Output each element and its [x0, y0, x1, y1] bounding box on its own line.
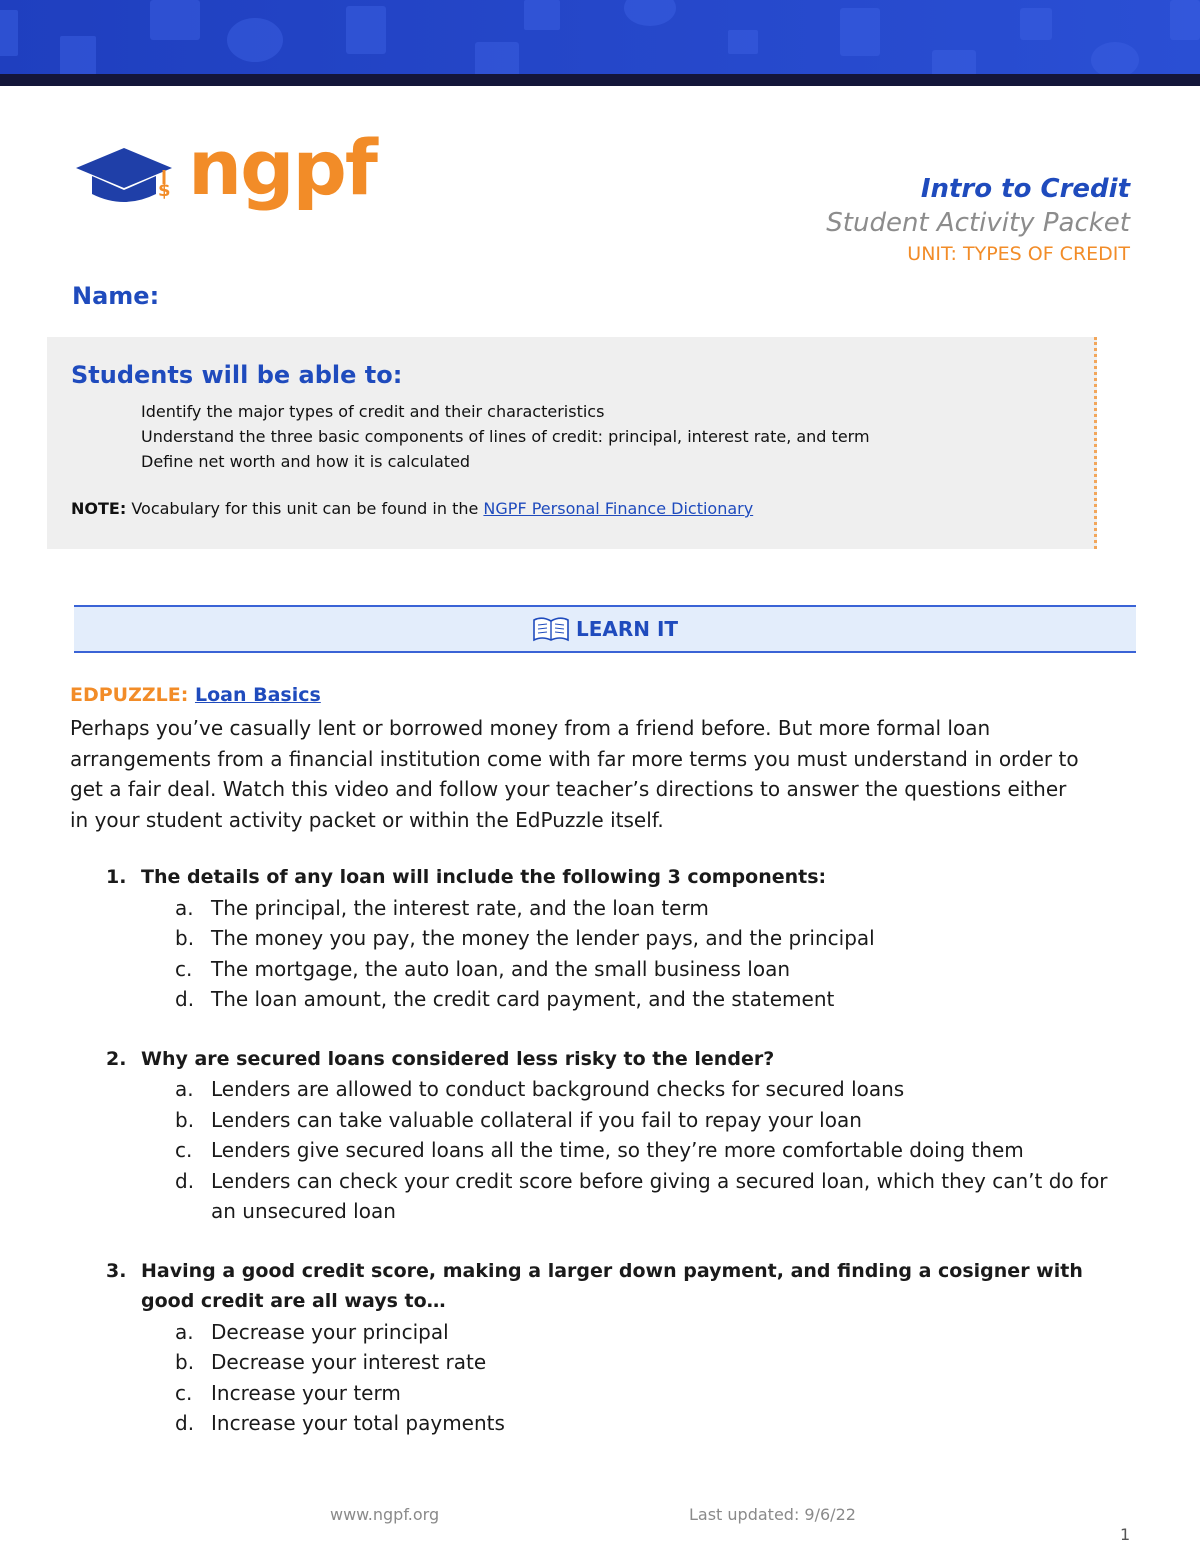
option-text: Increase your term — [211, 1380, 401, 1405]
objectives-heading: Students will be able to: — [71, 361, 403, 389]
activity-heading — [70, 684, 321, 706]
question-item — [70, 1256, 1130, 1439]
note-label: NOTE: — [71, 499, 127, 518]
option-letter: a. — [175, 1319, 194, 1344]
answer-option[interactable] — [70, 1347, 1130, 1378]
name-field-label: Name: — [72, 282, 160, 310]
objectives-box — [47, 337, 1097, 549]
objective-item: Define net worth and how it is calculated — [141, 452, 471, 471]
answer-option[interactable] — [70, 1408, 1130, 1439]
answer-option[interactable] — [70, 954, 1130, 985]
dictionary-link[interactable]: NGPF Personal Finance Dictionary — [483, 499, 754, 518]
question-list — [70, 862, 1130, 1468]
answer-options — [70, 1317, 1130, 1439]
ngpf-logo — [72, 123, 376, 220]
answer-option[interactable] — [70, 1074, 1130, 1105]
note-text: Vocabulary for this unit can be found in the — [126, 499, 484, 518]
answer-option[interactable] — [70, 984, 1130, 1015]
option-letter: d. — [175, 1168, 195, 1193]
section-label: LEARN IT — [575, 617, 679, 641]
option-letter: c. — [175, 956, 193, 981]
option-text: The mortgage, the auto loan, and the small business loan — [211, 956, 791, 981]
option-text: Decrease your principal — [211, 1319, 449, 1344]
answer-option[interactable] — [70, 1105, 1130, 1136]
answer-option[interactable] — [70, 1317, 1130, 1348]
banner-pattern — [0, 0, 1200, 80]
option-letter: b. — [175, 926, 195, 950]
option-text: Increase your total payments — [211, 1411, 505, 1435]
logo-wordmark: ngpf — [188, 123, 376, 212]
answer-option[interactable] — [70, 893, 1130, 924]
objective-item: Identify the major types of credit and their characteristics — [141, 402, 605, 421]
unit-label: UNIT: TYPES OF CREDIT — [907, 243, 1130, 265]
activity-intro: Perhaps you’ve casually lent or borrowed money from a friend before. But more formal loan arrangements from a financial institution come with far more terms you must understand in order to get a fair deal. Watch this video and follow your teacher’s directions to answer the questions either in your student activity packet or within the EdPuzzle itself. — [70, 716, 1079, 832]
vocabulary-note — [71, 499, 753, 518]
graduation-cap-icon — [72, 140, 188, 220]
banner-underline — [0, 74, 1200, 86]
option-letter: d. — [175, 1411, 195, 1435]
option-letter: c. — [175, 1138, 193, 1162]
activity-tag: EDPUZZLE: — [70, 684, 189, 706]
option-text: Lenders can check your credit score before giving a secured loan, which they can’t do for an unsecured loan — [211, 1168, 1108, 1223]
header-banner — [0, 0, 1200, 80]
option-letter: c. — [175, 1380, 193, 1405]
footer-last-updated: Last updated: 9/6/22 — [689, 1505, 856, 1524]
question-item — [70, 1044, 1130, 1227]
open-book-icon — [532, 616, 570, 642]
page-number: 1 — [1120, 1525, 1131, 1544]
question-number: 2. — [106, 1047, 127, 1070]
answer-options — [70, 893, 1130, 1015]
question-number: 3. — [106, 1259, 127, 1282]
answer-option[interactable] — [70, 1166, 1130, 1227]
svg-text:$: $ — [158, 180, 171, 201]
learn-it-section-bar — [74, 605, 1136, 653]
option-letter: a. — [175, 1077, 194, 1101]
document-title-block — [630, 172, 1130, 268]
objectives-list — [141, 399, 870, 474]
objective-item: Understand the three basic components of lines of credit: principal, interest rate, and term — [141, 427, 870, 446]
option-letter: d. — [175, 987, 195, 1011]
question-number: 1. — [106, 866, 127, 888]
document-title: Intro to Credit — [920, 174, 1130, 204]
option-letter: b. — [175, 1107, 195, 1132]
option-letter: b. — [175, 1350, 195, 1374]
option-text: Lenders can take valuable collateral if you fail to repay your loan — [211, 1107, 862, 1132]
option-text: Lenders are allowed to conduct background checks for secured loans — [211, 1077, 905, 1101]
answer-option[interactable] — [70, 1135, 1130, 1166]
activity-link[interactable]: Loan Basics — [194, 684, 321, 706]
option-text: The money you pay, the money the lender pays, and the principal — [211, 926, 875, 950]
question-text: Having a good credit score, making a larger down payment, and finding a cosigner with good credit are all ways to… — [141, 1259, 1083, 1312]
question-item — [70, 862, 1130, 1015]
option-letter: a. — [175, 895, 194, 920]
option-text: The loan amount, the credit card payment, and the statement — [211, 987, 835, 1011]
answer-options — [70, 1074, 1130, 1227]
option-text: Lenders give secured loans all the time, so they’re more comfortable doing them — [211, 1138, 1024, 1162]
question-text: Why are secured loans considered less risky to the lender? — [141, 1047, 775, 1070]
answer-option[interactable] — [70, 1378, 1130, 1409]
option-text: Decrease your interest rate — [211, 1350, 487, 1374]
question-text: The details of any loan will include the following 3 components: — [141, 866, 827, 888]
document-subtitle: Student Activity Packet — [826, 208, 1130, 238]
answer-option[interactable] — [70, 923, 1130, 954]
option-text: The principal, the interest rate, and the loan term — [211, 895, 709, 920]
footer-website[interactable]: www.ngpf.org — [330, 1505, 440, 1524]
